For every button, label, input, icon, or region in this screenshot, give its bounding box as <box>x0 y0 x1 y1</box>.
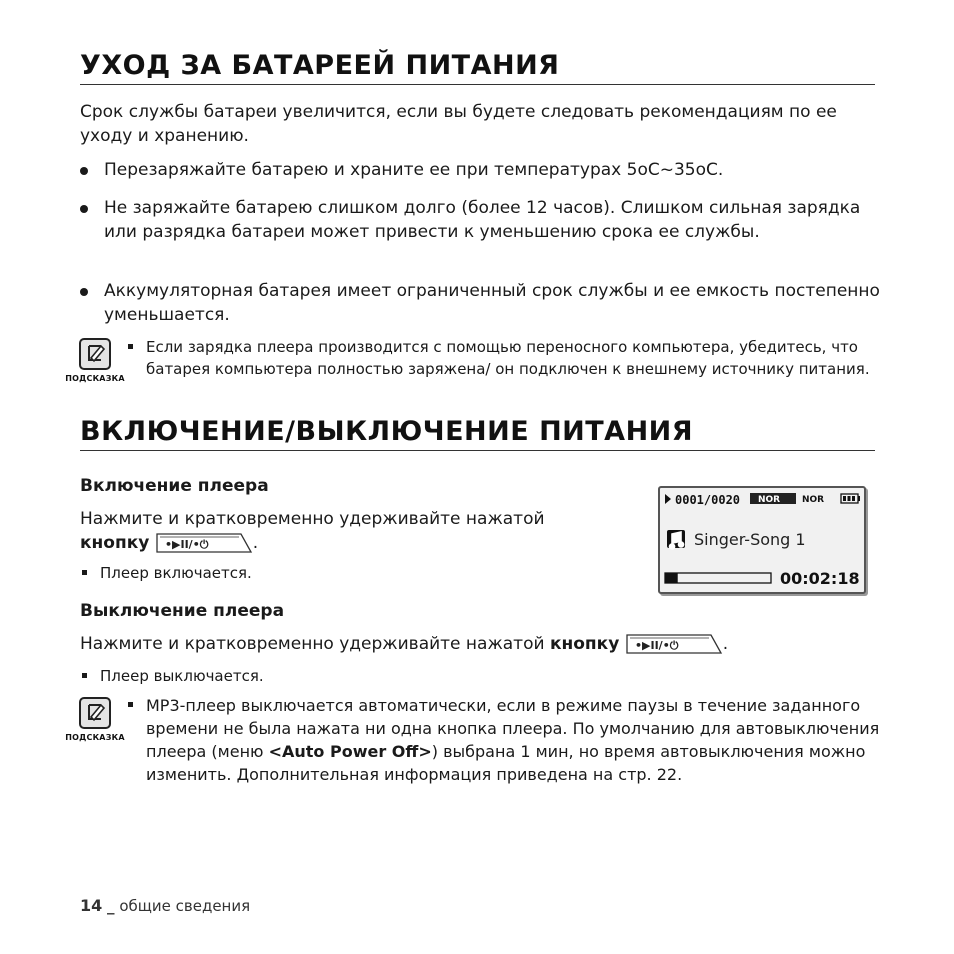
tip-icon-block <box>65 338 125 383</box>
tip-label: ПОДСКАЗКА <box>65 733 125 742</box>
page-footer: 14 _ общие сведения <box>80 896 251 915</box>
footer-section: общие сведения <box>119 897 251 915</box>
section-title-power: ВКЛЮЧЕНИЕ/ВЫКЛЮЧЕНИЕ ПИТАНИЯ <box>80 416 875 451</box>
list-item: Аккумуляторная батарея имеет ограниченный срок службы и ее емкость постепенно уменьшается. <box>80 279 894 327</box>
track-counter: 0001/0020 <box>675 493 741 507</box>
power-off-result: Плеер выключается. <box>80 665 600 687</box>
bullet-icon <box>80 205 88 213</box>
power-on-result: Плеер включается. <box>80 562 600 584</box>
power-on-instruction: Нажмите и кратковременно удерживайте нажатой кнопку •▶II/•⏻ . <box>80 509 545 553</box>
tip-text: Если зарядка плеера производится с помощью переносного компьютера, убедитесь, что батарея компьютера полностью заряжена/ он подключен к внешнему источнику питания. <box>126 336 891 380</box>
power-off-instruction: Нажмите и кратковременно удерживайте нажатой кнопку •▶II/•⏻ . <box>80 634 729 654</box>
svg-text:•▶II/•⏻: •▶II/•⏻ <box>634 639 679 652</box>
square-bullet-icon <box>128 702 133 707</box>
tip-icon-block <box>65 697 125 742</box>
list-item: Не заряжайте батарею слишком долго (более 12 часов). Слишком сильная зарядка или разрядка батареи может привести к уменьшению срока ее службы. <box>80 196 894 244</box>
play-pause-power-button-icon <box>625 633 723 655</box>
bullet-icon <box>80 167 88 175</box>
pencil-icon <box>79 338 111 370</box>
square-bullet-icon <box>82 570 87 575</box>
battery-intro: Срок службы батареи увеличится, если вы будете следовать рекомендациям по ее уходу и хранению. <box>80 102 837 146</box>
tip-text: MP3-плеер выключается автоматически, если в режиме паузы в течение заданного времени не была нажата ни одна кнопка плеера. По умолчанию для автовыключения плеера (меню <Auto Power Off>) выбрана 1 мин, но время автовыключения можно изменить. Дополнительная информация приведена на стр. 22. <box>126 694 896 786</box>
list-item: Перезаряжайте батарею и храните ее при температурах 5oC~35oC. <box>80 158 894 182</box>
page-number: 14 <box>80 896 103 915</box>
section-title-battery-care: УХОД ЗА БАТАРЕЕЙ ПИТАНИЯ <box>80 50 875 85</box>
pencil-icon <box>79 697 111 729</box>
song-title: Singer-Song 1 <box>694 530 806 549</box>
elapsed-time: 00:02:18 <box>780 569 860 588</box>
mode-label: NOR <box>802 495 825 505</box>
play-pause-power-button-icon <box>155 532 253 554</box>
player-display <box>658 486 866 594</box>
play-icon <box>665 494 671 504</box>
progress-fill <box>665 573 678 583</box>
svg-text:•▶II/•⏻: •▶II/•⏻ <box>164 538 209 551</box>
square-bullet-icon <box>82 673 87 678</box>
power-off-heading: Выключение плеера <box>80 601 285 621</box>
tip-label: ПОДСКАЗКА <box>65 374 125 383</box>
power-on-heading: Включение плеера <box>80 476 269 496</box>
lcd-screen <box>660 488 864 592</box>
bullet-icon <box>80 288 88 296</box>
square-bullet-icon <box>128 344 133 349</box>
progress-bar <box>665 573 771 583</box>
eq-badge-label: NOR <box>758 495 781 505</box>
